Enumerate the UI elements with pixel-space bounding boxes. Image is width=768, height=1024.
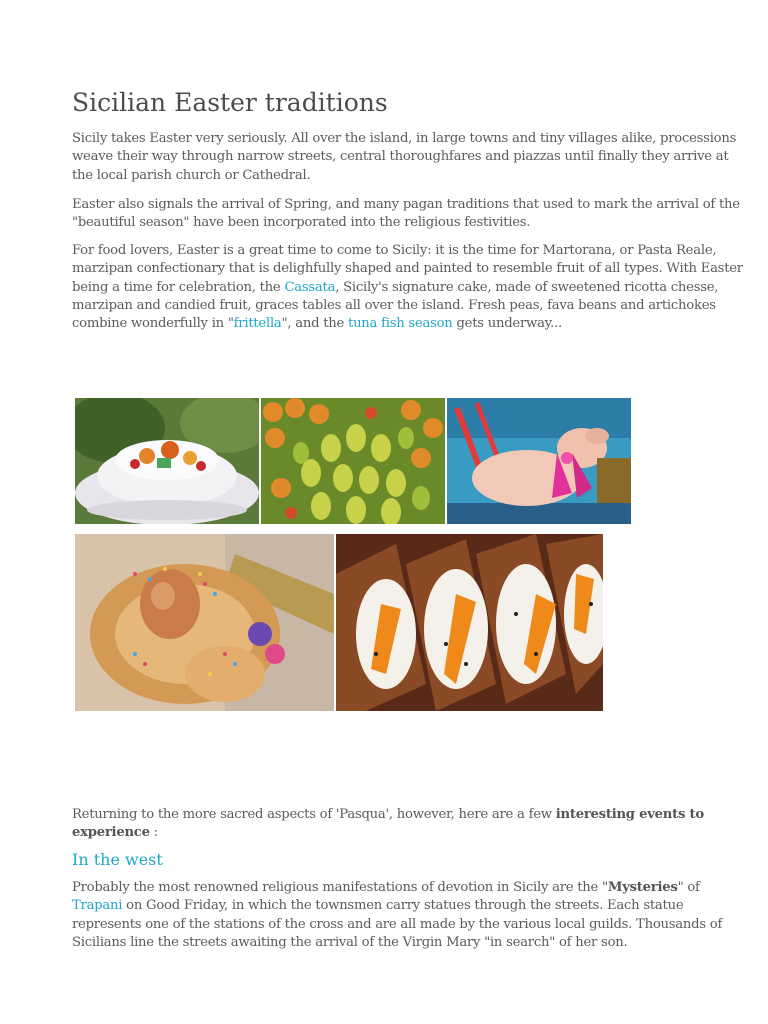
cassata-cake-photo bbox=[75, 398, 259, 524]
intro-paragraph: Sicily takes Easter very seriously. All over the island, in large towns and tiny villages alike, processions weave their way through narrow streets, central thoroughfares and piazzas until finally they arrive at the local parish church or Cathedral. bbox=[72, 131, 737, 183]
martorana-fruit-photo bbox=[261, 398, 445, 524]
sacred-events-paragraph: Returning to the more sacred aspects of 'Pasqua', however, here are a few interesting events to experience : bbox=[72, 807, 704, 841]
mysteries-paragraph: Probably the most renowned religious manifestations of devotion in Sicily are the "Mysteries" of Trapani on Good Friday, in which the townsmen carry statues through the streets. Each statue represents one of the stations of the cross and are all made by the various local guilds. Thousands of Sicilians line the streets awaiting the arrival of the Virgin Mary "in search" of her son. bbox=[72, 880, 723, 950]
marzipan-lamb-photo bbox=[447, 398, 631, 524]
food-paragraph: For food lovers, Easter is a great time to come to Sicily: it is the time for Martorana, or Pasta Reale, marzipan confectionary that is delighfully shaped and painted to resemble fruit of all types. With Easter being a time for celebration, the Cassata, Sicily's signature cake, made of sweetened ricotta chesse, marzipan and candied fruit, graces tables all over the island. Fresh peas, fava beans and artichokes combine wonderfully in "frittella", and the tuna fish season gets underway... bbox=[72, 243, 743, 332]
tuna-fish-season-link[interactable]: tuna fish season bbox=[348, 316, 453, 332]
frittella-link[interactable]: frittella bbox=[233, 316, 282, 332]
section-heading-west: In the west bbox=[72, 850, 163, 869]
spring-paragraph: Easter also signals the arrival of Spring, and many pagan traditions that used to mark the arrival of the "beautiful season" have been incorporated into the religious festivities. bbox=[72, 197, 740, 231]
page-title: Sicilian Easter traditions bbox=[72, 88, 388, 117]
trapani-link[interactable]: Trapani bbox=[72, 898, 123, 914]
cassata-link[interactable]: Cassata bbox=[284, 279, 336, 295]
easter-bread-photo bbox=[75, 534, 334, 711]
cannoli-photo bbox=[336, 534, 603, 711]
